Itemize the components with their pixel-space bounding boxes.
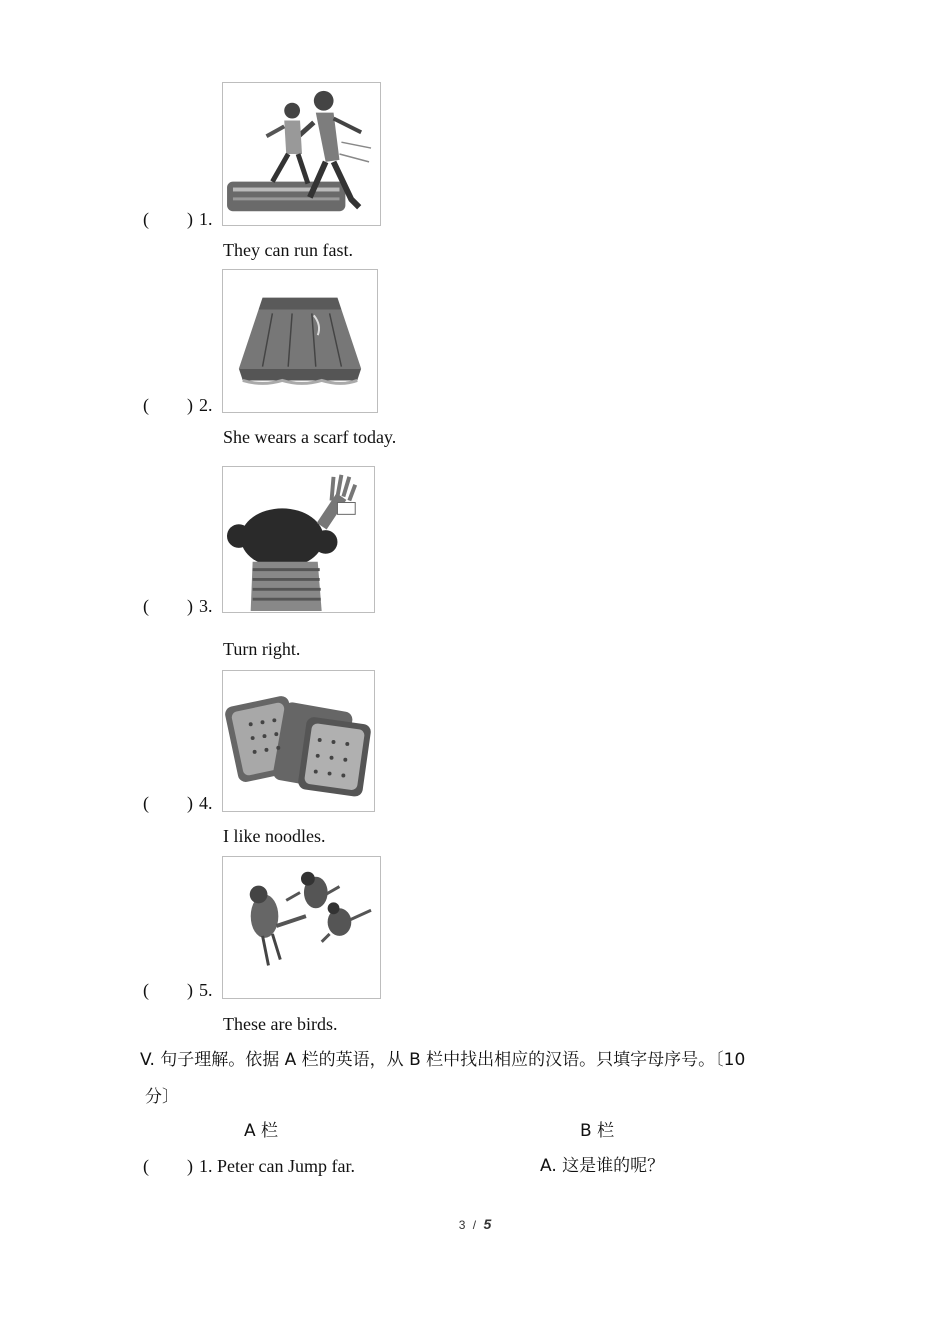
paren-close: ) (187, 395, 193, 415)
paren-open: ( (143, 596, 149, 616)
page-footer (0, 1216, 950, 1232)
two-children-running-icon (222, 82, 381, 226)
paren-close: ) (187, 793, 193, 813)
paren-close: ) (187, 209, 193, 229)
item-number: 2. (199, 395, 213, 415)
paren-close: ) (187, 980, 193, 1000)
paren-open: ( (143, 980, 149, 1000)
item-sentence: They can run fast. (223, 240, 353, 260)
item-sentence: Turn right. (223, 639, 301, 659)
match-answer: A. 这是谁的呢？ (540, 1156, 665, 1176)
paren-open: ( (143, 1156, 149, 1176)
item-sentence: These are birds. (223, 1014, 338, 1034)
skirt-icon (222, 269, 378, 413)
paren-open: ( (143, 793, 149, 813)
item-number: 5. (199, 980, 213, 1000)
match-question: 1. Peter can Jump far. (199, 1156, 355, 1176)
page-separator: / (472, 1218, 477, 1232)
section-heading-continued: 分〕 (145, 1087, 179, 1107)
item-sentence: She wears a scarf today. (223, 427, 397, 447)
girl-waving-hand-icon (222, 466, 375, 613)
biscuits-icon (222, 670, 375, 812)
item-sentence: I like noodles. (223, 826, 326, 846)
paren-close: ) (187, 596, 193, 616)
column-b-header: B 栏 (580, 1121, 615, 1141)
item-number: 3. (199, 596, 213, 616)
page-number: 3 (458, 1218, 466, 1232)
page-total: 5 (483, 1216, 492, 1232)
paren-close: ) (187, 1156, 193, 1176)
column-a-header: A 栏 (244, 1121, 279, 1141)
paren-open: ( (143, 209, 149, 229)
item-number: 4. (199, 793, 213, 813)
item-number: 1. (199, 209, 213, 229)
birds-icon (222, 856, 381, 999)
paren-open: ( (143, 395, 149, 415)
section-heading: V. 句子理解。依据 A 栏的英语，从 B 栏中找出相应的汉语。只填字母序号。〔10 (140, 1050, 746, 1070)
